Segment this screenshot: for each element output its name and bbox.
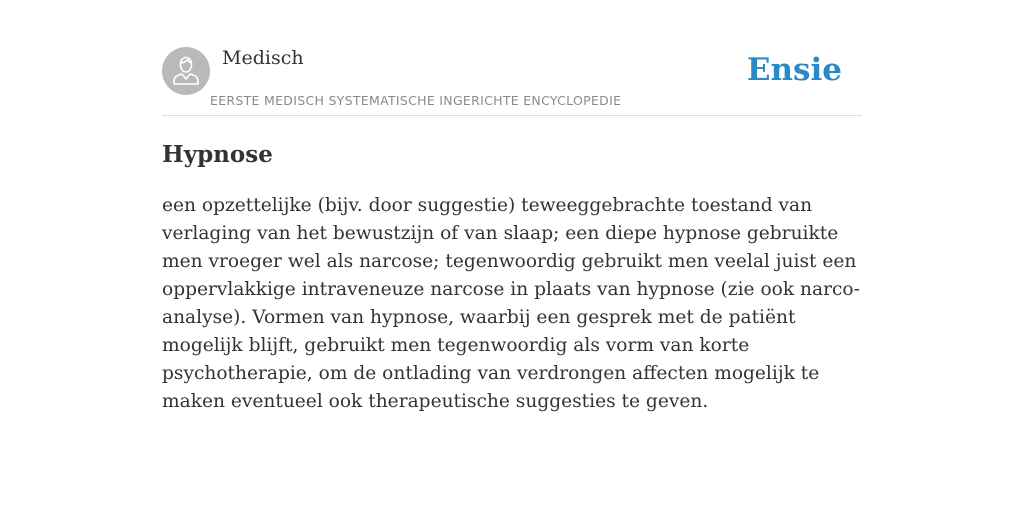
dictionary-avatar[interactable]	[162, 47, 210, 95]
ensie-logo[interactable]: Ensie	[746, 52, 842, 88]
user-icon	[162, 47, 210, 95]
dictionary-subtitle: EERSTE MEDISCH SYSTEMATISCHE INGERICHTE ENCYCLOPEDIE	[210, 93, 622, 108]
dictionary-name[interactable]: Medisch	[222, 47, 304, 69]
dictionary-header	[162, 46, 862, 116]
entry-term: Hypnose	[162, 141, 273, 168]
entry-definition: een opzettelijke (bijv. door suggestie) teweeggebrachte toestand van verlaging van het bewustzijn of van slaap; een diepe hypnose gebruikte men vroeger wel als narcose; tegenwoordig gebruikt men veelal juist een oppervlakkige intraveneuze narcose in plaats van hypnose (zie ook narco-analyse). Vormen van hypnose, waarbij een gesprek met de patiënt mogelijk blijft, gebruikt men tegenwoordig als vorm van korte psychotherapie, om de ontlading van verdrongen affecten mogelijk te maken eventueel ook therapeutische suggesties te geven.	[162, 195, 860, 412]
